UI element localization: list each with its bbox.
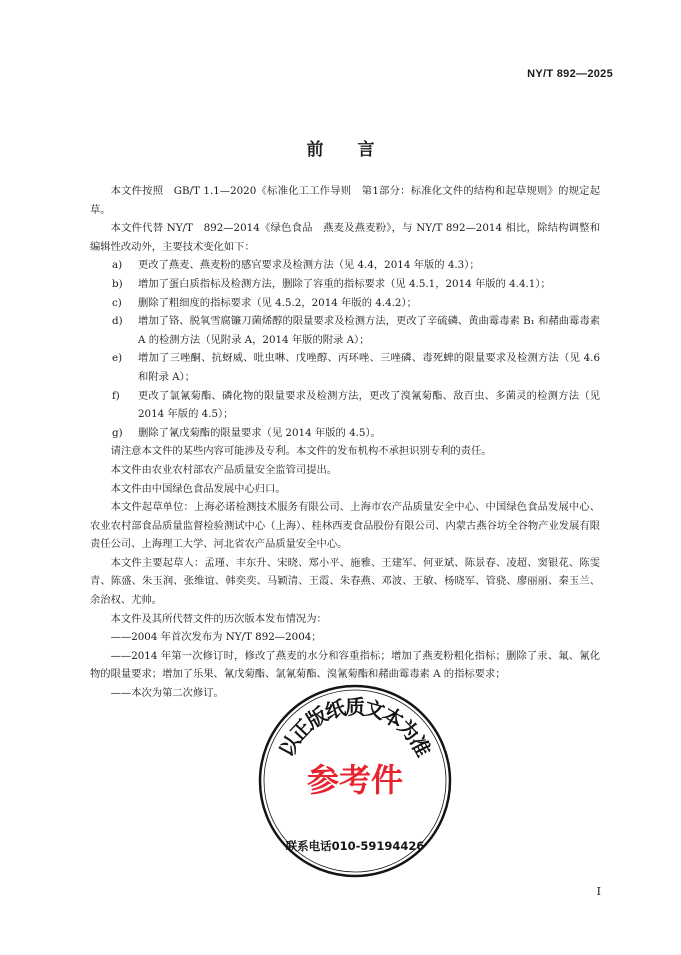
list-item bbox=[90, 275, 600, 294]
changes-list bbox=[90, 256, 600, 442]
reference-copy-stamp bbox=[257, 683, 453, 879]
stamp-arc-char: 文 bbox=[361, 695, 388, 724]
list-item-text: 删除了粗细度的指标要求（见 4.5.2，2014 年版的 4.4.2）； bbox=[138, 296, 417, 309]
list-item-label: b) bbox=[112, 277, 123, 290]
stamp-arc-char: 版 bbox=[302, 702, 332, 734]
stamp-arc-char: 以 bbox=[274, 731, 305, 761]
history-item: ——本次为第二次修订。 bbox=[110, 687, 224, 700]
paragraph-replacement: 本文件代替 NY/T 892—2014《绿色食品 燕麦及燕麦粉》，与 NY/T 892—2014 相比，除结构调整和编辑性改动外，主要技术变化如下： bbox=[90, 222, 600, 253]
list-item-label: g) bbox=[112, 426, 123, 439]
list-item-text: 删除了氰戊菊酯的限量要求（见 2014 年版的 4.5）。 bbox=[138, 426, 381, 439]
stamp-center-text: 参考件 bbox=[306, 761, 404, 799]
stamp-arc-char: 为 bbox=[393, 714, 425, 746]
page-number: I bbox=[596, 885, 601, 898]
history-item: ——2004 年首次发布为 NY/T 892—2004； bbox=[110, 631, 322, 644]
page-title: 前 言 bbox=[306, 140, 375, 160]
list-item-label: c) bbox=[112, 296, 122, 309]
paragraph-drafters: 本文件主要起草人：孟瑾、丰东升、宋晓、郑小平、施雅、王建军、何亚斌、陈景春、凌超、窦银花、陈雯青、陈盛、朱玉润、张维谊、韩奕奕、马颖清、王霞、朱春燕、邓波、王敏、杨晓军、管骁、廖丽丽、秦玉兰、余治权、尤帅。 bbox=[90, 556, 600, 607]
stamp-arc-char: 本 bbox=[378, 702, 408, 734]
list-item-label: d) bbox=[112, 315, 123, 328]
list-item-label: a) bbox=[112, 259, 123, 272]
list-item-text: 更改了燕麦、燕麦粉的感官要求及检测方法（见 4.4，2014 年版的 4.3）； bbox=[138, 259, 480, 272]
list-item-text: 更改了氯氰菊酯、磷化物的限量要求及检测方法，更改了溴氰菊酯、敌百虫、多菌灵的检测方法（见 2014 年版的 4.5）； bbox=[138, 389, 600, 421]
paragraph-drafting-basis: 本文件按照 GB/T 1.1—2020《标准化工工作导则 第1部分：标准化文件的结构和起草规则》的规定起草。 bbox=[90, 185, 600, 216]
stamp-arc-char: 质 bbox=[345, 695, 365, 719]
list-item bbox=[90, 294, 600, 313]
stamp-arc-char: 准 bbox=[405, 731, 436, 761]
list-item-label: e) bbox=[112, 352, 123, 365]
list-item bbox=[90, 256, 600, 275]
list-item-text: 增加了蛋白质指标及检测方法，删除了容重的指标要求（见 4.5.1，2014 年版的 4.4.1）； bbox=[138, 277, 551, 290]
standard-code: NY/T 892—2025 bbox=[527, 68, 613, 80]
stamp-arc-char: 正 bbox=[285, 714, 317, 746]
list-item bbox=[90, 387, 600, 424]
stamp-arc-char: 纸 bbox=[322, 695, 349, 724]
paragraph-history-intro: 本文件及其所代替文件的历次版本发布情况为： bbox=[110, 612, 327, 625]
list-item bbox=[90, 424, 600, 443]
list-item-text: 增加了三唑酮、抗蚜威、吡虫啉、戊唑醇、丙环唑、三唑磷、毒死蜱的限量要求及检测方法（见 4.6 和附录 A）； bbox=[138, 352, 600, 383]
list-item-label: f) bbox=[112, 389, 120, 402]
document-body bbox=[90, 182, 600, 703]
stamp-contact-text: 联系电话010-59194426 bbox=[285, 839, 425, 853]
paragraph-centralized-by: 本文件由中国绿色食品发展中心归口。 bbox=[110, 482, 286, 495]
paragraph-proposed-by: 本文件由农业农村部农产品质量安全监管司提出。 bbox=[110, 463, 338, 476]
history-item: ——2014 年第一次修订时，修改了燕麦的水分和容重指标；增加了燕麦粉粗化指标；删除了汞、氟、氰化物的限量要求；增加了乐果、氰戊菊酯、氯氰菊酯、溴氰菊酯和赭曲霉毒素 A 的指标要求； bbox=[90, 649, 600, 681]
paragraph-drafting-units: 本文件起草单位：上海必诺检测技术服务有限公司、上海市农产品质量安全中心、中国绿色食品发展中心、农业农村部食品质量监督检验测试中心（上海）、桂林西麦食品股份有限公司、内蒙古燕谷坊全谷物产业发展有限责任公司、上海理工大学、河北省农产品质量安全中心。 bbox=[90, 501, 600, 551]
list-item bbox=[90, 349, 600, 386]
list-item bbox=[90, 312, 600, 349]
paragraph-patent-notice: 请注意本文件的某些内容可能涉及专利。本文件的发布机构不承担识别专利的责任。 bbox=[110, 445, 492, 458]
list-item-text: 增加了铬、脱氧雪腐镰刀菌烯醇的限量要求及检测方法，更改了辛硫磷、黄曲霉毒素 B₁ 和赭曲霉毒素 A 的检测方法（见附录 A，2014 年版的附录 A）； bbox=[138, 315, 600, 346]
